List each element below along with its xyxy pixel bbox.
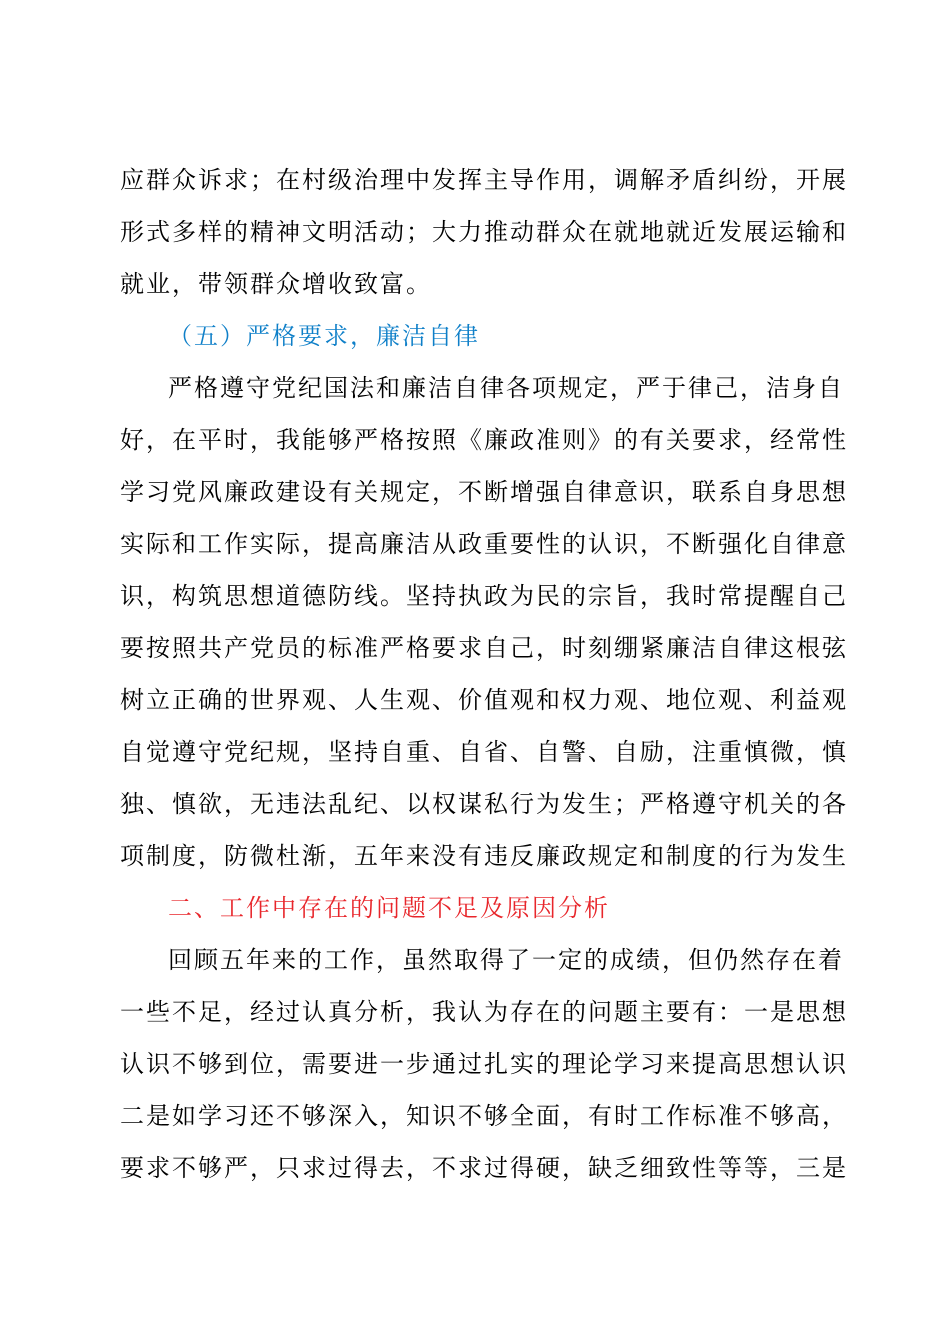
paragraph-line: 自觉遵守党纪规，坚持自重、自省、自警、自励，注重慎微，慎: [120, 738, 848, 766]
paragraph-line: 严格遵守党纪国法和廉洁自律各项规定，严于律己，洁身自: [168, 374, 844, 402]
paragraph-line: 二是如学习还不够深入，知识不够全面，有时工作标准不够高，: [120, 1102, 848, 1130]
paragraph-line: 好，在平时，我能够严格按照《廉政准则》的有关要求，经常性: [120, 426, 848, 454]
section-subheading: （五）严格要求，廉洁自律: [168, 322, 480, 350]
paragraph-line: 就业，带领群众增收致富。: [120, 270, 432, 298]
paragraph-line: 学习党风廉政建设有关规定，不断增强自律意识，联系自身思想: [120, 478, 848, 506]
paragraph-line: 独、慎欲，无违法乱纪、以权谋私行为发生；严格遵守机关的各: [120, 790, 848, 818]
paragraph-line: 项制度，防微杜渐，五年来没有违反廉政规定和制度的行为发生: [120, 842, 848, 870]
paragraph-line: 一些不足，经过认真分析，我认为存在的问题主要有：一是思想: [120, 998, 848, 1026]
section-heading: 二、工作中存在的问题不足及原因分析: [168, 894, 610, 922]
paragraph-line: 识，构筑思想道德防线。坚持执政为民的宗旨，我时常提醒自己: [120, 582, 848, 610]
paragraph-line: 树立正确的世界观、人生观、价值观和权力观、地位观、利益观: [120, 686, 848, 714]
paragraph-line: 实际和工作实际，提高廉洁从政重要性的认识，不断强化自律意: [120, 530, 848, 558]
paragraph-line: 认识不够到位，需要进一步通过扎实的理论学习来提高思想认识: [120, 1050, 848, 1078]
paragraph-line: 回顾五年来的工作，虽然取得了一定的成绩，但仍然存在着: [168, 946, 844, 974]
paragraph-line: 要求不够严，只求过得去，不求过得硬，缺乏细致性等等，三是: [120, 1154, 848, 1182]
paragraph-line: 要按照共产党员的标准严格要求自己，时刻绷紧廉洁自律这根弦: [120, 634, 848, 662]
paragraph-line: 形式多样的精神文明活动；大力推动群众在就地就近发展运输和: [120, 218, 848, 246]
paragraph-line: 应群众诉求；在村级治理中发挥主导作用，调解矛盾纠纷，开展: [120, 166, 848, 194]
